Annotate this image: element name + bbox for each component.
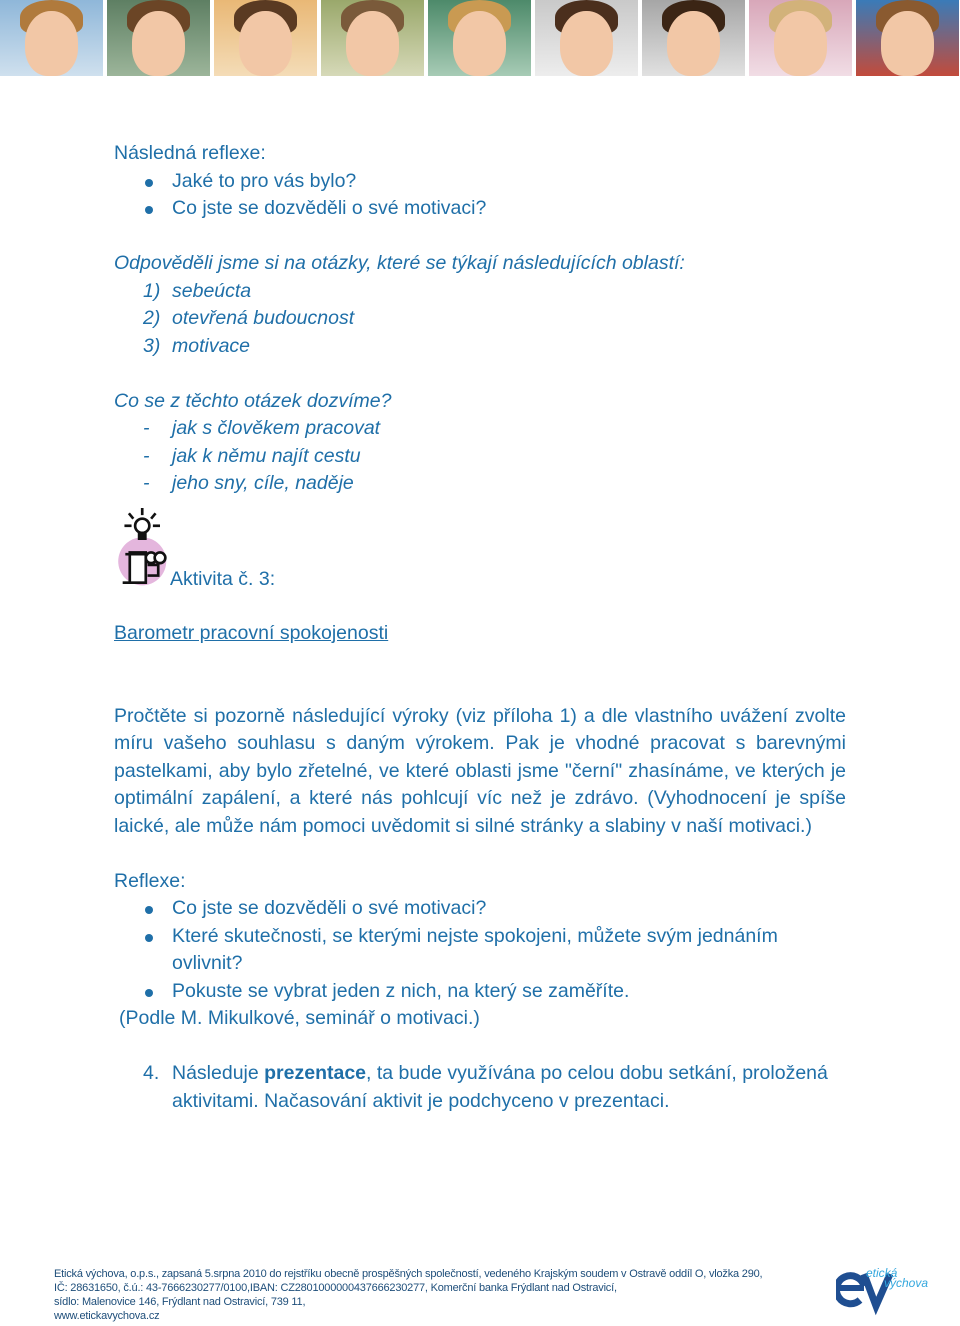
step-text-after: , ta bude využívána po celou dobu setkání, proložená aktivitami. Načasování aktivit je podchyceno v prezentaci. xyxy=(172,1062,828,1112)
list-item xyxy=(114,470,846,498)
child-photo xyxy=(428,0,532,76)
list-item xyxy=(114,443,846,471)
source-note: (Podle M. Mikulkové, seminář o motivaci.) xyxy=(119,1007,480,1029)
child-photo xyxy=(749,0,853,76)
logo-word-eticka: etická xyxy=(866,1266,898,1280)
list-number: 3) xyxy=(143,334,161,357)
reflection2-list xyxy=(114,895,846,1005)
list-item xyxy=(114,278,846,306)
learn-title: Co se z těchto otázek dozvíme? xyxy=(114,389,392,412)
list-text: jak s člověkem pracovat xyxy=(172,417,381,439)
list-item: Jaké to pro vás bylo? xyxy=(114,168,846,196)
child-photo xyxy=(856,0,960,76)
list-text: otevřená budoucnost xyxy=(172,307,355,329)
list-number: 2) xyxy=(143,307,161,329)
child-photo xyxy=(642,0,746,76)
footer-link[interactable]: www.etickavychova.cz xyxy=(54,1310,160,1322)
child-photo xyxy=(214,0,318,76)
dash-marker: - xyxy=(143,417,150,439)
step-text-bold: prezentace xyxy=(264,1062,367,1084)
list-item: Pokuste se vybrat jeden z nich, na který se zaměříte. xyxy=(114,978,846,1006)
list-item xyxy=(114,305,846,333)
footer-line: Etická výchova, o.p.s., zapsaná 5.srpna 2010 do rejstříku obecně prospěšných společností, vedeného Krajským soudem v Ostravě oddíl O, vložka 290, xyxy=(54,1268,763,1280)
list-number: 4. xyxy=(143,1062,160,1084)
areas-title: Odpověděli jsme si na otázky, které se týkají následujících oblastí: xyxy=(114,252,685,274)
list-item xyxy=(114,333,846,361)
header-photo-strip xyxy=(0,0,960,76)
lightbulb-person-icon xyxy=(114,508,174,588)
activity-label: Aktivita č. 3: xyxy=(170,567,276,590)
list-number: 1) xyxy=(143,279,161,302)
footer xyxy=(54,1267,774,1323)
eticka-vychova-logo xyxy=(836,1262,936,1316)
reflection-list xyxy=(114,168,846,223)
logo-word-vychova: výchova xyxy=(884,1276,929,1290)
child-photo xyxy=(535,0,639,76)
reflection2-title: Reflexe: xyxy=(114,869,186,892)
reflection-title: Následná reflexe: xyxy=(114,142,266,164)
learn-list xyxy=(114,415,846,498)
barometer-paragraph: Pročtěte si pozorně následující výroky (viz příloha 1) a dle vlastního uvážení zvolte míru vašeho souhlasu s daným výrokem. Pak je vhodné pracovat s barevnými pastelkami, aby bylo zřetelné, ve které oblasti jsme "černí" zhasínáme, ve kterých je optimální zapálení, a které nás pohlcují víc než je zdrávo. (Vyhodnocení je spíše laické, ale může nám pomoci uvědomit si silné stránky a slabiny v naší motivaci.) xyxy=(114,704,846,837)
barometer-title: Barometr pracovní spokojenosti xyxy=(114,622,389,644)
list-text: jeho sny, cíle, naděje xyxy=(172,472,354,494)
step-text-before: Následuje xyxy=(172,1062,265,1084)
list-item: Které skutečnosti, se kterými nejste spokojeni, můžete svým jednáním ovlivnit? xyxy=(114,923,846,978)
dash-marker: - xyxy=(143,444,150,467)
list-text: sebeúcta xyxy=(172,279,252,302)
child-photo xyxy=(107,0,211,76)
footer-line: IČ: 28631650, č.ú.: 43-7666230277/0100,IBAN: CZ2801000000437666230277, Komerční banka Frýdlant nad Ostravicí, xyxy=(54,1282,617,1294)
child-photo xyxy=(321,0,425,76)
child-photo xyxy=(0,0,104,76)
list-item xyxy=(114,1060,846,1115)
activity-heading xyxy=(114,498,846,593)
list-item xyxy=(114,415,846,443)
list-text: motivace xyxy=(172,334,251,357)
footer-line: sídlo: Malenovice 146, Frýdlant nad Ostravicí, 739 11, xyxy=(54,1296,306,1308)
list-item: Co jste se dozvěděli o své motivaci? xyxy=(114,895,846,923)
areas-list xyxy=(114,278,846,361)
dash-marker: - xyxy=(143,472,150,494)
document-body xyxy=(114,140,846,1115)
list-text: jak k němu najít cestu xyxy=(172,444,361,467)
step-list xyxy=(114,1060,846,1115)
list-item: Co jste se dozvěděli o své motivaci? xyxy=(114,195,846,223)
